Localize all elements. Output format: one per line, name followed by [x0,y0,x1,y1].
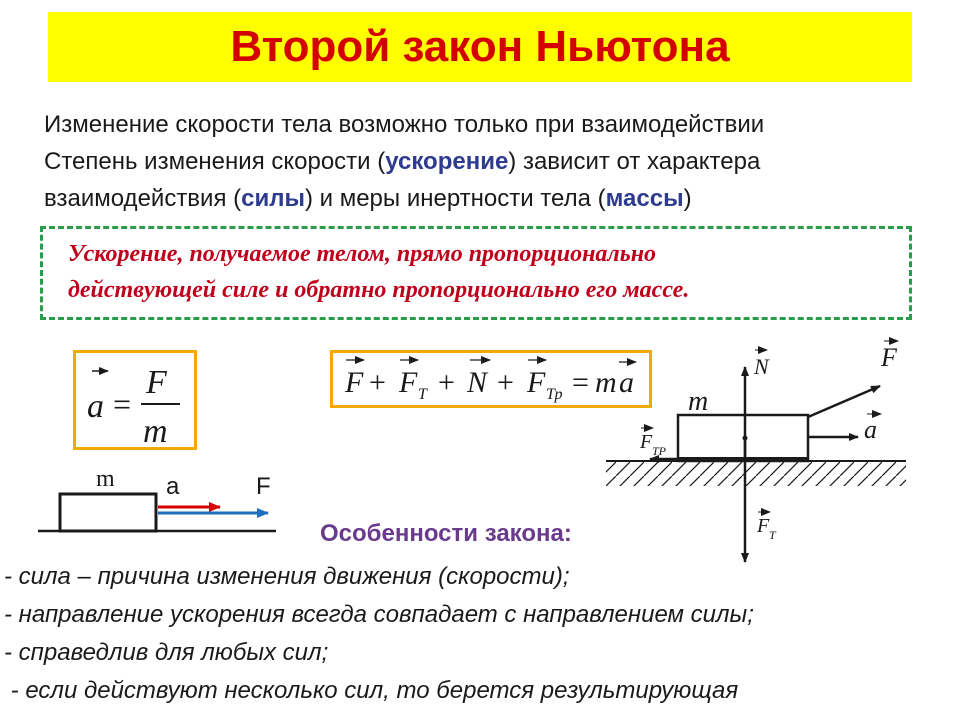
feature-item: - направление ускорения всегда совпадает с направлением силы; [4,601,754,628]
keyword-force: силы [241,185,305,212]
sym-plus: + [369,366,386,399]
sym-a: a [619,366,634,399]
sym-N: N [467,366,488,399]
ground-hatching [606,462,906,486]
friction-force-label: F [640,431,653,453]
intro-text-segment: ) [683,185,692,212]
force-diagram [606,341,906,562]
sym-equals: = [572,366,589,399]
feature-item: - сила – причина изменения движения (скорости); [4,563,570,590]
block-mass-label: m [688,386,709,417]
formula-denominator: m [143,413,168,450]
feature-item: - справедлив для любых сил; [4,639,329,666]
law-line-1: Ускорение, получаемое телом, прямо пропорционально [68,241,657,267]
intro-text-segment: Степень изменения скорости ( [44,148,386,175]
page-title: Второй закон Ньютона [230,22,730,71]
block [60,494,156,531]
formula-numerator: F [146,364,167,401]
sym-Ft: F [399,366,418,399]
keyword-acceleration: ускорение [385,148,509,175]
law-line-2: действующей силе и обратно пропорционально его массе. [68,277,690,303]
gravity-force-label: F [757,515,770,537]
acceleration-label: a [166,473,180,500]
formula-lhs-a: a [87,388,104,425]
sym-plus: + [497,366,514,399]
acceleration-label: a [864,415,877,444]
formula-basic [87,364,180,450]
sym-Ft-sub: T [418,386,427,403]
gravity-force-subscript: T [769,528,776,542]
applied-force-label: F [881,343,897,372]
intro-text-segment: взаимодействия ( [44,185,242,212]
formula-equals: = [113,386,132,422]
feature-item: - если действуют несколько сил, то берется результирующая [4,677,739,704]
intro-text-segment: ) и меры инертности тела ( [304,185,606,212]
sym-Ftr: F [527,366,546,399]
simple-block-diagram [38,466,276,531]
features-heading: Особенности закона: [320,520,572,547]
friction-force-subscript: TP [652,444,667,458]
features-list [4,558,954,710]
formula-vector-sum [344,360,636,403]
normal-force-label: N [754,354,769,379]
keyword-mass: массы [605,185,684,212]
sym-Ftr-sub: Тр [546,386,563,403]
applied-force-arrow-icon [808,386,880,417]
sym-plus: + [438,366,455,399]
intro-text-segment: ) зависит от характера [508,148,761,175]
sym-m: m [595,366,617,399]
sym-F: F [345,366,364,399]
force-label: F [256,473,271,500]
block-mass-label: m [96,466,115,492]
intro-line-1: Изменение скорости тела возможно только при взаимодействии [44,111,765,138]
